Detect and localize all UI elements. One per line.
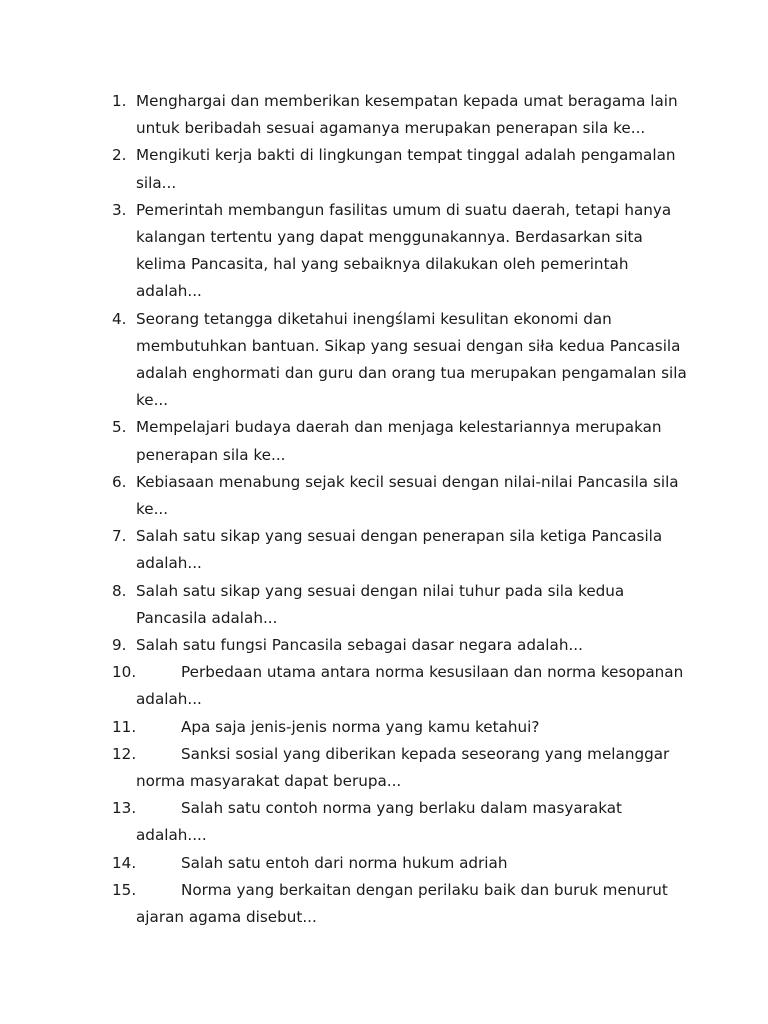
question-item-7 bbox=[112, 523, 692, 577]
question-item-10 bbox=[112, 659, 692, 713]
question-item-9 bbox=[112, 632, 692, 659]
question-text: Menghargai dan memberikan kesempatan kepada umat beragama lain untuk beribadah sesuai agamanya merupakan penerapan sila ke... bbox=[136, 92, 678, 138]
question-item-8 bbox=[112, 578, 692, 632]
question-text: Perbedaan utama antara norma kesusilaan dan norma kesopanan adalah... bbox=[136, 663, 684, 709]
question-text: Pemerintah membangun fasilitas umum di suatu daerah, tetapi hanya kalangan tertentu yang dapat menggunakannya. Berdasarkan sita kelima Pancasita, hal yang sebaiknya dilakukan oleh pemerintah adalah... bbox=[136, 200, 672, 301]
question-text: Apa saja jenis-jenis norma yang kamu ketahui? bbox=[181, 717, 540, 736]
question-text: Salah satu sikap yang sesuai dengan nilai tuhur pada sila kedua Pancasila adalah... bbox=[136, 581, 625, 627]
question-item-13 bbox=[112, 795, 692, 849]
question-text: Salah satu fungsi Pancasila sebagai dasar negara adalah... bbox=[136, 636, 583, 655]
question-number: 12. bbox=[112, 744, 137, 763]
question-number: 2. bbox=[112, 146, 127, 165]
question-text: Salah satu sikap yang sesuai dengan penerapan sila ketiga Pancasila adalah... bbox=[136, 527, 663, 573]
question-number: 5. bbox=[112, 418, 127, 437]
question-number: 3. bbox=[112, 200, 127, 219]
question-text: Salah satu contoh norma yang berlaku dalam masyarakat adalah.... bbox=[136, 799, 623, 845]
question-item-14 bbox=[112, 850, 692, 877]
question-number: 11. bbox=[112, 717, 137, 736]
question-text: Seorang tetangga diketahui inengślami kesulitan ekonomi dan membutuhkan bantuan. Sikap yang sesuai dengan siła kedua Pancasila adalah enghormati dan guru dan orang tua merupakan pengamalan sila ke... bbox=[136, 309, 687, 410]
question-item-15 bbox=[112, 877, 692, 931]
question-item-1 bbox=[112, 88, 692, 142]
question-number: 7. bbox=[112, 527, 127, 546]
question-number: 8. bbox=[112, 581, 127, 600]
question-item-5 bbox=[112, 414, 692, 468]
question-item-11 bbox=[112, 714, 692, 741]
question-item-3 bbox=[112, 197, 692, 306]
question-item-2 bbox=[112, 142, 692, 196]
question-text: Mengikuti kerja bakti di lingkungan tempat tinggal adalah pengamalan sila... bbox=[136, 146, 676, 192]
question-item-4 bbox=[112, 306, 692, 415]
question-number: 15. bbox=[112, 880, 137, 899]
question-number: 10. bbox=[112, 663, 137, 682]
question-text: Mempelajari budaya daerah dan menjaga kelestariannya merupakan penerapan sila ke... bbox=[136, 418, 662, 464]
question-text: Sanksi sosial yang diberikan kepada seseorang yang melanggar norma masyarakat dapat berupa... bbox=[136, 744, 670, 791]
question-item-6 bbox=[112, 469, 692, 523]
question-number: 1. bbox=[112, 92, 127, 110]
question-text: Norma yang berkaitan dengan perilaku baik dan buruk menurut ajaran agama disebut... bbox=[136, 880, 668, 927]
question-number: 6. bbox=[112, 472, 127, 491]
question-number: 9. bbox=[112, 636, 127, 655]
question-list bbox=[112, 88, 692, 931]
question-number: 4. bbox=[112, 309, 127, 328]
question-text: Kebiasaan menabung sejak kecil sesuai dengan nilai-nilai Pancasila sila ke... bbox=[136, 472, 679, 519]
question-number: 14. bbox=[112, 853, 137, 872]
question-text: Salah satu entoh dari norma hukum adriah bbox=[181, 853, 508, 872]
question-item-12 bbox=[112, 741, 692, 795]
question-number: 13. bbox=[112, 799, 137, 818]
